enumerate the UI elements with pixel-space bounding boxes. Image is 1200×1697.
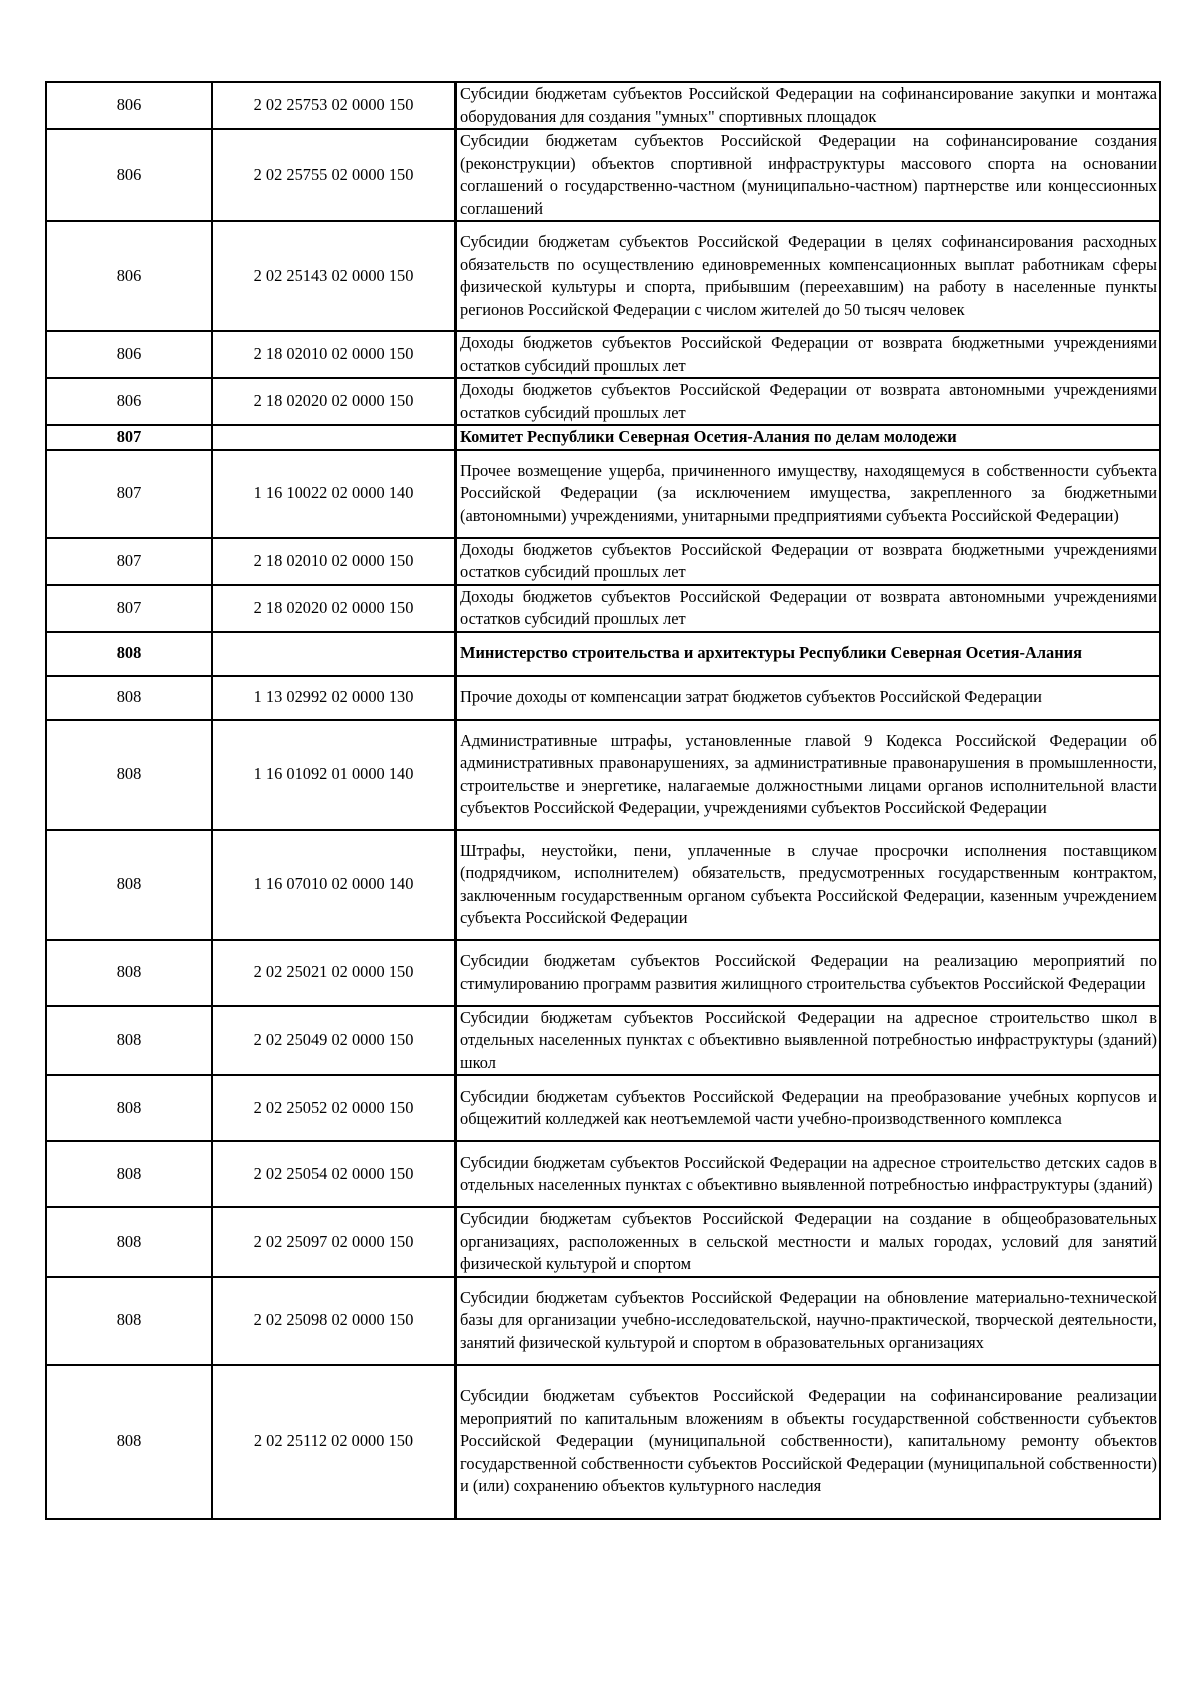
revenue-code-cell: 2 18 02010 02 0000 150 (212, 331, 456, 378)
admin-code-cell: 806 (46, 129, 212, 221)
revenue-name-cell: Субсидии бюджетам субъектов Российской Федерации в целях софинансирования расходных обязательств по осуществлению единовременных компенсационных выплат работникам сферы физической культуры и спорта, прибывшим (переехавшим) на работу в населенные пункты регионов Российской Федерации с числом жителей до 50 тысяч человек (456, 221, 1161, 331)
revenue-code-cell (212, 425, 456, 450)
revenue-code-cell: 2 02 25049 02 0000 150 (212, 1006, 456, 1076)
admin-code-cell: 808 (46, 940, 212, 1006)
table-body (46, 82, 1160, 1519)
revenue-name-cell: Прочие доходы от компенсации затрат бюджетов субъектов Российской Федерации (456, 676, 1161, 720)
revenue-name-cell: Субсидии бюджетам субъектов Российской Федерации на создание в общеобразовательных организациях, расположенных в сельской местности и малых городах, условий для занятий физической культурой и спортом (456, 1207, 1161, 1277)
admin-code-cell: 808 (46, 1075, 212, 1141)
revenue-name-cell: Доходы бюджетов субъектов Российской Федерации от возврата бюджетными учреждениями остатков субсидий прошлых лет (456, 538, 1161, 585)
revenue-name-cell: Доходы бюджетов субъектов Российской Федерации от возврата автономными учреждениями остатков субсидий прошлых лет (456, 585, 1161, 632)
table-row (46, 1141, 1160, 1207)
revenue-code-cell: 2 02 25098 02 0000 150 (212, 1277, 456, 1365)
revenue-name-cell: Субсидии бюджетам субъектов Российской Федерации на адресное строительство детских садов в отдельных населенных пунктах с объективно выявленной потребностью инфраструктуры (зданий) (456, 1141, 1161, 1207)
section-header-row (46, 425, 1160, 450)
revenue-name-cell: Субсидии бюджетам субъектов Российской Федерации на обновление материально-технической базы для организации учебно-исследовательской, научно-практической, творческой деятельности, занятий физической культурой и спортом в образовательных организациях (456, 1277, 1161, 1365)
admin-code-cell: 808 (46, 1141, 212, 1207)
table-row (46, 1365, 1160, 1519)
table-row (46, 450, 1160, 538)
revenue-name-cell: Субсидии бюджетам субъектов Российской Федерации на преобразование учебных корпусов и общежитий колледжей как неотъемлемой части учебно-производственного комплекса (456, 1075, 1161, 1141)
table-row (46, 129, 1160, 221)
revenue-name-cell: Субсидии бюджетам субъектов Российской Федерации на софинансирование реализации мероприятий по капитальным вложениям в объекты государственной собственности субъектов Российской Федерации (муниципальной собственности), капитальному ремонту объектов государственной собственности субъектов Российской Федерации (муниципальной собственности) и (или) сохранению объектов культурного наследия (456, 1365, 1161, 1519)
table-row (46, 585, 1160, 632)
revenue-code-cell: 2 18 02020 02 0000 150 (212, 378, 456, 425)
revenue-code-cell: 1 16 07010 02 0000 140 (212, 830, 456, 940)
revenue-name-cell: Доходы бюджетов субъектов Российской Федерации от возврата бюджетными учреждениями остатков субсидий прошлых лет (456, 331, 1161, 378)
table-row (46, 1277, 1160, 1365)
admin-code-cell: 808 (46, 676, 212, 720)
revenue-code-cell: 2 02 25753 02 0000 150 (212, 82, 456, 129)
revenue-code-cell: 2 02 25755 02 0000 150 (212, 129, 456, 221)
admin-code-cell: 808 (46, 1277, 212, 1365)
admin-code-cell: 807 (46, 538, 212, 585)
table-row (46, 830, 1160, 940)
revenue-name-cell: Субсидии бюджетам субъектов Российской Федерации на софинансирование закупки и монтажа оборудования для создания "умных" спортивных площадок (456, 82, 1161, 129)
revenue-name-cell: Субсидии бюджетам субъектов Российской Федерации на софинансирование создания (реконструкции) объектов спортивной инфраструктуры массового спорта на основании соглашений о государственно-частном (муниципально-частном) партнерстве или концессионных соглашений (456, 129, 1161, 221)
revenue-code-cell: 1 16 01092 01 0000 140 (212, 720, 456, 830)
section-header-row (46, 632, 1160, 676)
table-row (46, 82, 1160, 129)
revenue-codes-table (45, 81, 1161, 1520)
table-row (46, 221, 1160, 331)
admin-code-cell: 807 (46, 450, 212, 538)
revenue-code-cell: 2 02 25052 02 0000 150 (212, 1075, 456, 1141)
revenue-code-cell: 2 02 25097 02 0000 150 (212, 1207, 456, 1277)
revenue-code-cell: 2 18 02010 02 0000 150 (212, 538, 456, 585)
admin-code-cell: 806 (46, 221, 212, 331)
admin-code-cell: 806 (46, 378, 212, 425)
table-row (46, 1075, 1160, 1141)
admin-code-cell: 806 (46, 82, 212, 129)
table-row (46, 1006, 1160, 1076)
department-name-cell: Министерство строительства и архитектуры Республики Северная Осетия-Алания (456, 632, 1161, 676)
revenue-code-cell (212, 632, 456, 676)
admin-code-cell: 808 (46, 1207, 212, 1277)
table-row (46, 1207, 1160, 1277)
revenue-name-cell: Субсидии бюджетам субъектов Российской Федерации на реализацию мероприятий по стимулированию программ развития жилищного строительства субъектов Российской Федерации (456, 940, 1161, 1006)
admin-code-cell: 808 (46, 1006, 212, 1076)
admin-code-cell: 806 (46, 331, 212, 378)
department-name-cell: Комитет Республики Северная Осетия-Алания по делам молодежи (456, 425, 1161, 450)
revenue-code-cell: 2 02 25021 02 0000 150 (212, 940, 456, 1006)
revenue-name-cell: Доходы бюджетов субъектов Российской Федерации от возврата автономными учреждениями остатков субсидий прошлых лет (456, 378, 1161, 425)
table-row (46, 331, 1160, 378)
table-row (46, 378, 1160, 425)
admin-code-cell: 808 (46, 720, 212, 830)
table-row (46, 538, 1160, 585)
admin-code-cell: 807 (46, 585, 212, 632)
revenue-name-cell: Штрафы, неустойки, пени, уплаченные в случае просрочки исполнения поставщиком (подрядчиком, исполнителем) обязательств, предусмотренных государственным контрактом, заключенным государственным органом субъекта Российской Федерации, казенным учреждением субъекта Российской Федерации (456, 830, 1161, 940)
revenue-code-cell: 2 02 25112 02 0000 150 (212, 1365, 456, 1519)
revenue-code-cell: 2 02 25143 02 0000 150 (212, 221, 456, 331)
revenue-name-cell: Субсидии бюджетам субъектов Российской Федерации на адресное строительство школ в отдельных населенных пунктах с объективно выявленной потребностью инфраструктуры (зданий) школ (456, 1006, 1161, 1076)
table-row (46, 940, 1160, 1006)
table-row (46, 720, 1160, 830)
revenue-name-cell: Административные штрафы, установленные главой 9 Кодекса Российской Федерации об административных правонарушениях, за административные правонарушения в промышленности, строительстве и энергетике, налагаемые должностными лицами органов исполнительной власти субъектов Российской Федерации, учреждениями субъектов Российской Федерации (456, 720, 1161, 830)
admin-code-cell: 808 (46, 830, 212, 940)
revenue-name-cell: Прочее возмещение ущерба, причиненного имуществу, находящемуся в собственности субъекта Российской Федерации (за исключением имущества, закрепленного за бюджетными (автономными) учреждениями, унитарными предприятиями субъекта Российской Федерации) (456, 450, 1161, 538)
admin-code-cell: 808 (46, 632, 212, 676)
revenue-code-cell: 2 02 25054 02 0000 150 (212, 1141, 456, 1207)
admin-code-cell: 808 (46, 1365, 212, 1519)
revenue-code-cell: 1 16 10022 02 0000 140 (212, 450, 456, 538)
admin-code-cell: 807 (46, 425, 212, 450)
table-row (46, 676, 1160, 720)
revenue-code-cell: 2 18 02020 02 0000 150 (212, 585, 456, 632)
revenue-code-cell: 1 13 02992 02 0000 130 (212, 676, 456, 720)
